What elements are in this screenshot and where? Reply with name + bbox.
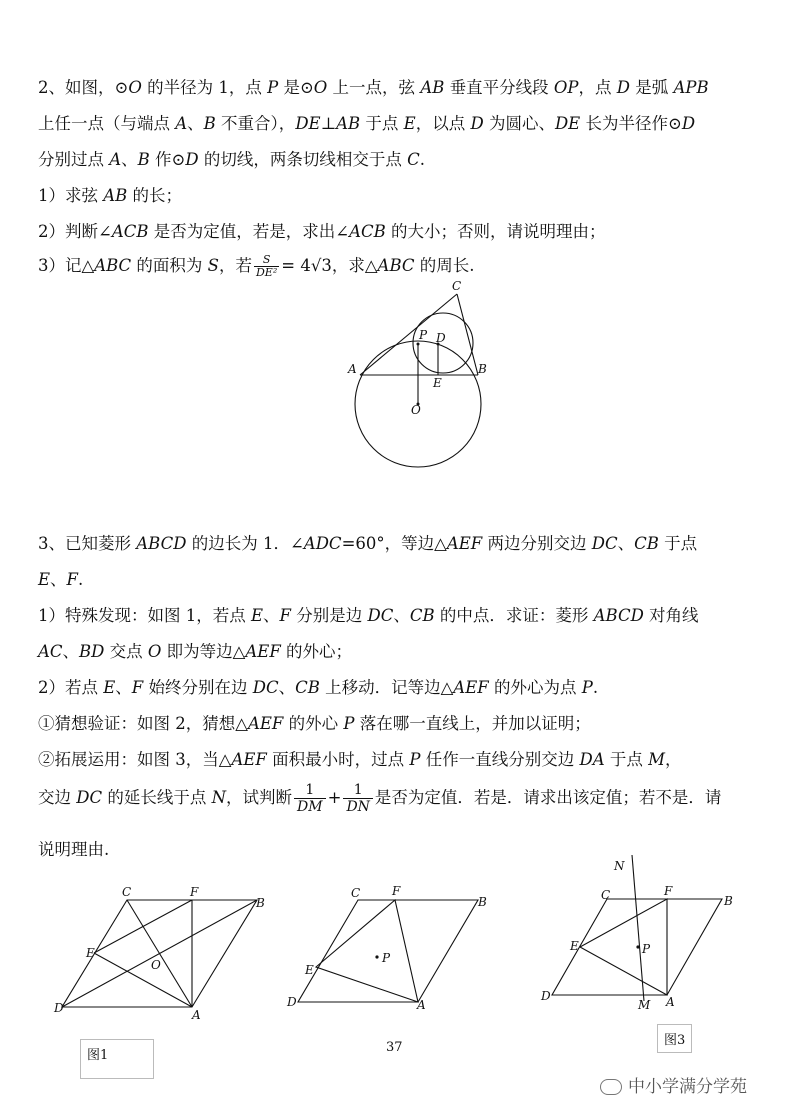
watermark: [600, 1072, 747, 1097]
wechat-icon: [600, 1079, 622, 1095]
fig2b-label-D: D: [287, 995, 297, 1009]
p2-line-2: 上任一点（与端点 A、B 不重合），DE⊥AB 于点 E，以点 D 为圆心、DE 长为半径作⊙D: [38, 114, 696, 133]
fig2-label-O: O: [411, 403, 421, 417]
page-number: 37: [386, 1040, 403, 1055]
fig3-label-C: C: [601, 888, 611, 902]
fig2b-label-P: P: [382, 951, 391, 965]
fig1-label-O: O: [151, 958, 161, 972]
fig2-label-B: B: [478, 362, 487, 376]
watermark-text: 中小学满分学苑: [628, 1077, 747, 1097]
p3-line-6: ①猜想验证：如图 2，猜想△AEF 的外心 P 落在哪一直线上，并加以证明；: [38, 714, 591, 733]
fig2b-label-C: C: [351, 886, 361, 900]
fig1-label-F: F: [190, 885, 199, 899]
fig2-label-C: C: [452, 279, 462, 293]
problem2-figure: [340, 272, 500, 477]
p3-line-2: E、F.: [38, 570, 84, 589]
p3-line-1: 3、已知菱形 ABCD 的边长为 1．∠ADC=60°，等边△AEF 两边分别交边 DC、CB 于点: [38, 534, 698, 553]
fig2b-label-E: E: [305, 963, 314, 977]
fig2b-label-B: B: [478, 895, 487, 909]
problem3-figure-3: [540, 855, 740, 1015]
fig3-label-F: F: [664, 884, 673, 898]
p3-line-9: 说明理由.: [38, 840, 110, 859]
p2-question-1: 1）求弦 AB 的长；: [38, 186, 183, 205]
fraction-1-over-dn: $\frac{1}{DN}$: [343, 782, 372, 815]
fig3-label-M: M: [638, 998, 651, 1012]
fig3-label-E: E: [570, 939, 579, 953]
figure-3-caption: 图3: [657, 1024, 692, 1053]
fig2-label-A: A: [348, 362, 357, 376]
p2-question-3: 3）记△ABC 的面积为 S，若 $\frac{S}{\text{DE²}}$ = 4√3，求△ABC 的周长.: [38, 253, 475, 279]
fig3-label-D: D: [541, 989, 551, 1003]
p2-question-2: 2）判断∠ACB 是否为定值，若是，求出∠ACB 的大小；否则，请说明理由；: [38, 222, 606, 241]
p3-line-5: 2）若点 E、F 始终分别在边 DC、CB 上移动．记等边△AEF 的外心为点 P.: [38, 678, 599, 697]
p2-line-3: 分别过点 A、B 作⊙D 的切线，两条切线相交于点 C.: [38, 150, 425, 169]
fraction-1-over-dm: $\frac{1}{DM}$: [294, 782, 326, 815]
fig2-label-P: P: [419, 328, 428, 342]
fig2b-label-F: F: [392, 884, 401, 898]
fig3-label-B: B: [724, 894, 733, 908]
fig1-label-E: E: [86, 946, 95, 960]
p3-line-3: 1）特殊发现：如图 1，若点 E、F 分别是边 DC、CB 的中点．求证：菱形 ABCD 对角线: [38, 606, 699, 625]
fig1-label-C: C: [122, 885, 132, 899]
p2-line-1: 2、如图，⊙O 的半径为 1，点 P 是⊙O 上一点，弦 AB 垂直平分线段 OP，点 D 是弧 APB: [38, 78, 709, 97]
fig2b-label-A: A: [417, 998, 426, 1012]
fraction-s-over-de2: $\frac{S}{\text{DE²}}$: [255, 253, 278, 279]
fig3-label-N: N: [614, 859, 625, 873]
fig1-label-A: A: [192, 1008, 201, 1022]
p3-line-7: ②拓展运用：如图 3，当△AEF 面积最小时，过点 P 任作一直线分别交边 DA 于点 M，: [38, 750, 682, 769]
fig2-label-D: D: [436, 331, 446, 345]
p3-line-4: AC、BD 交点 O 即为等边△AEF 的外心；: [38, 642, 353, 661]
figure-1-caption: 图1: [80, 1039, 154, 1079]
fig1-label-B: B: [256, 896, 265, 910]
fig2-label-E: E: [433, 376, 442, 390]
fig3-label-P: P: [642, 942, 651, 956]
fig1-label-D: D: [54, 1001, 64, 1015]
problem3-figure-1: [50, 880, 280, 1025]
problem3-figure-2: [285, 880, 500, 1015]
p3-line-8: 交边 DC 的延长线于点 N，试判断 $\frac{1}{DM}$ + $\frac{1}{DN}$ 是否为定值．若是．请求出该定值；若不是．请: [38, 782, 722, 815]
fig3-label-A: A: [666, 995, 675, 1009]
